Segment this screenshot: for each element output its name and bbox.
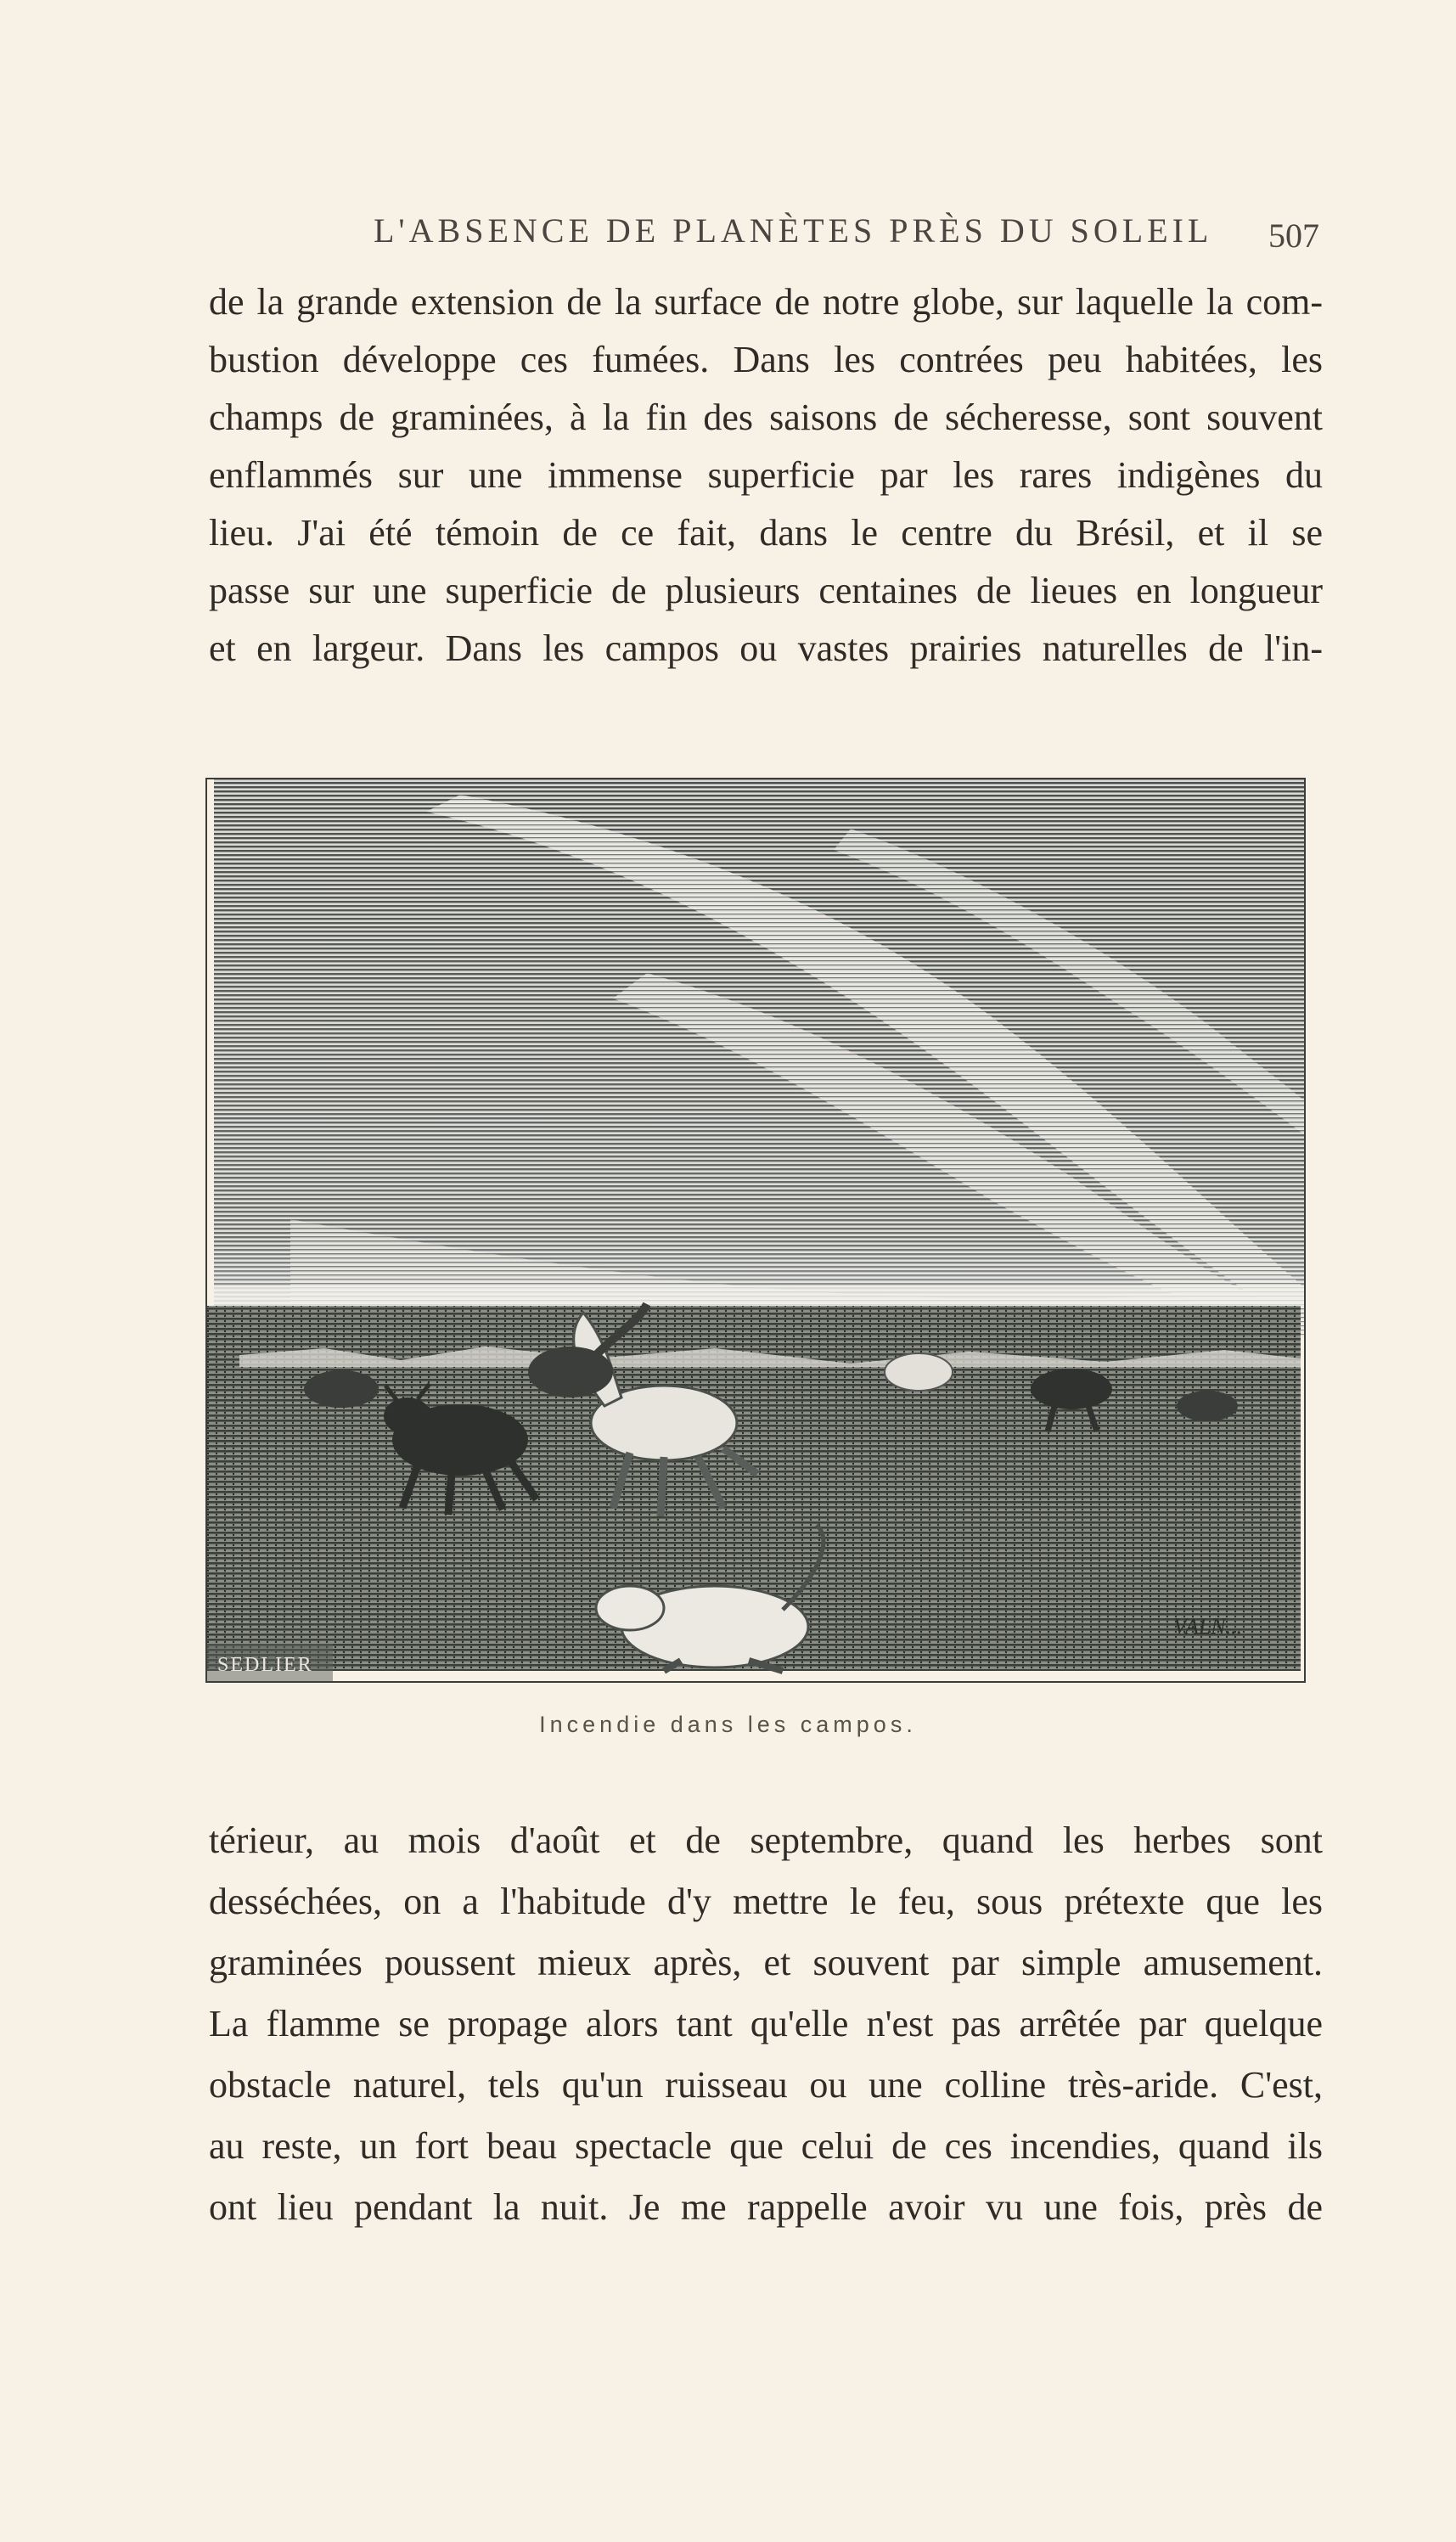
text-line: ont lieu pendant la nuit. Je me rappelle avoir vu une fois, près de [209,2186,1323,2228]
paragraph-bottom [209,1810,1323,2238]
text-line: La flamme se propage alors tant qu'elle n'est pas arrêtée par quelque [209,2003,1323,2044]
text-line: champs de graminées, à la fin des saisons de sécheresse, sont souvent [209,396,1323,438]
text-line: enflammés sur une immense superficie par les rares indigènes du [209,454,1323,496]
artist-signature: VALN... [1173,1614,1243,1639]
text-line: graminées poussent mieux après, et souvent par simple amusement. [209,1942,1323,1983]
engraving-illustration [205,778,1306,1683]
text-line: lieu. J'ai été témoin de ce fait, dans le centre du Brésil, et il se [209,512,1323,554]
text-line: bustion développe ces fumées. Dans les contrées peu habitées, les [209,339,1323,380]
horizon-glow [214,1285,1304,1306]
text-line: térieur, au mois d'août et de septembre, quand les herbes sont [209,1819,1323,1861]
text-line: passe sur une superficie de plusieurs centaines de lieues en longueur [209,570,1323,611]
page-number: 507 [1268,217,1319,255]
paragraph-top [209,273,1323,678]
text-line: et en largeur. Dans les campos ou vastes prairies naturelles de l'in- [209,627,1323,669]
engraving-figure [205,778,1306,1683]
figure-caption: Incendie dans les campos. [539,1712,917,1737]
engraver-signature: SEDLIER [217,1654,313,1676]
text-line: desséchées, on a l'habitude d'y mettre le feu, sous prétexte que les [209,1881,1323,1922]
text-line: au reste, un fort beau spectacle que celui de ces incendies, quand ils [209,2125,1323,2167]
text-line: de la grande extension de la surface de notre globe, sur laquelle la com- [209,281,1323,323]
running-head-title: L'ABSENCE DE PLANÈTES PRÈS DU SOLEIL [374,211,1213,250]
text-line: obstacle naturel, tels qu'un ruisseau ou une colline très-aride. C'est, [209,2064,1323,2106]
